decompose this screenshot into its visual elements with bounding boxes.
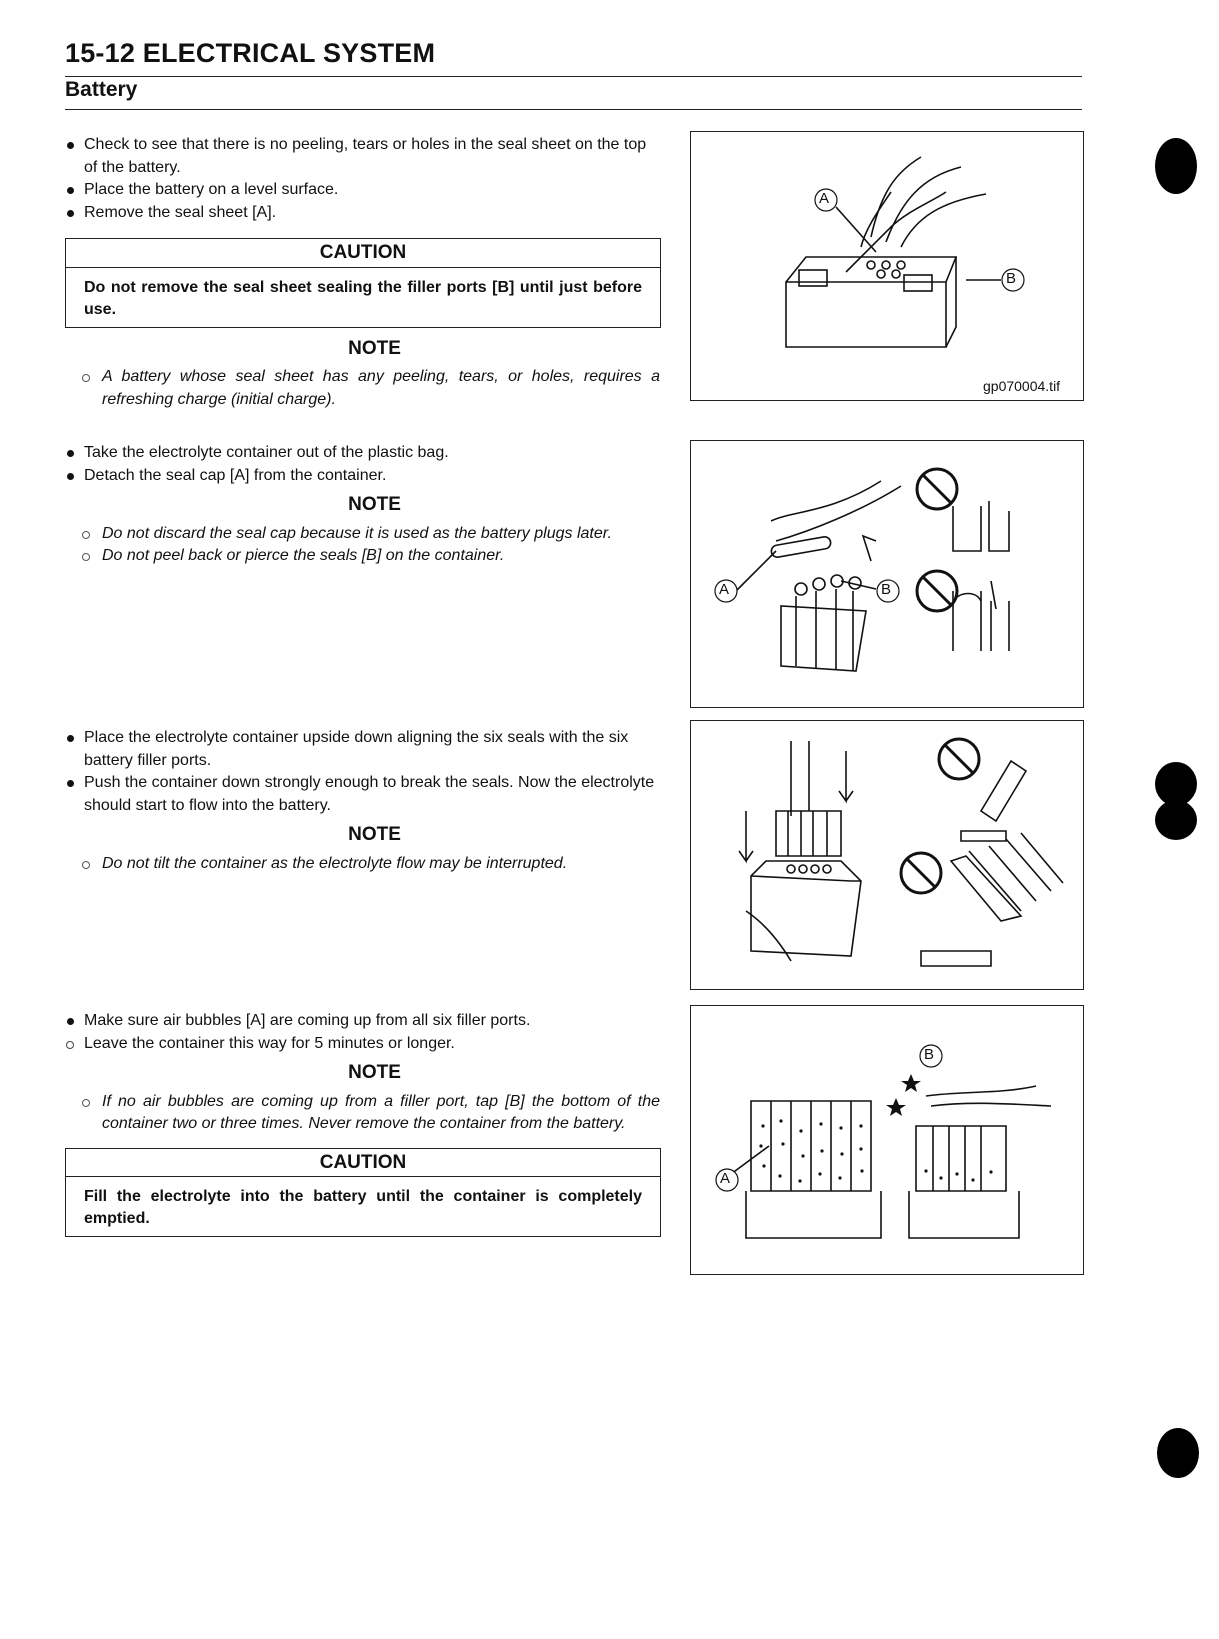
caution-title: CAUTION xyxy=(66,239,660,268)
caution-body: Do not remove the seal sheet sealing the filler ports [B] until just before use. xyxy=(84,278,642,318)
container-upside-down-illustration xyxy=(691,721,1083,989)
section-1 xyxy=(65,134,660,411)
note-title: NOTE xyxy=(348,824,401,845)
figure-seal-sheet xyxy=(690,131,1084,401)
caution-box xyxy=(65,1148,661,1238)
battery-seal-sheet-illustration xyxy=(691,132,1083,400)
air-bubbles-illustration xyxy=(691,1006,1083,1274)
callout-a-label: A xyxy=(719,581,730,598)
bullet-item: Take the electrolyte container out of the plastic bag. xyxy=(65,442,660,465)
page-title: 15-12 ELECTRICAL SYSTEM xyxy=(65,38,436,68)
caution-box xyxy=(65,238,661,328)
section-title: Battery xyxy=(65,78,138,101)
note-item: A battery whose seal sheet has any peeling, tears, or holes, requires a refreshing charge (initial charge). xyxy=(65,366,660,411)
binder-hole-mark xyxy=(1155,138,1197,194)
header-rule xyxy=(65,76,1082,77)
note-item: Do not peel back or pierce the seals [B] on the container. xyxy=(65,545,660,568)
bullet-item: Make sure air bubbles [A] are coming up from all six filler ports. xyxy=(65,1010,660,1033)
callout-b-label: B xyxy=(881,581,892,598)
section-3 xyxy=(65,727,660,875)
note-item: If no air bubbles are coming up from a filler port, tap [B] the bottom of the container two or three times. Never remove the container from the battery. xyxy=(65,1091,660,1136)
binder-hole-mark xyxy=(1155,800,1197,840)
bullet-item: Push the container down strongly enough to break the seals. Now the electrolyte should start to flow into the battery. xyxy=(65,772,660,817)
bullet-item: Detach the seal cap [A] from the container. xyxy=(65,465,660,488)
caution-body: Fill the electrolyte into the battery until the container is completely emptied. xyxy=(84,1188,642,1227)
callout-b-label: B xyxy=(1006,270,1017,287)
figure-seal-cap xyxy=(690,440,1084,708)
callout-a-label: A xyxy=(720,1170,731,1187)
section-4 xyxy=(65,1010,660,1237)
callout-a-label: A xyxy=(819,190,830,207)
note-title: NOTE xyxy=(348,494,401,515)
caution-title: CAUTION xyxy=(66,1149,660,1178)
sub-bullet-item: Leave the container this way for 5 minutes or longer. xyxy=(65,1033,660,1056)
bullet-item: Remove the seal sheet [A]. xyxy=(65,202,660,225)
section-2 xyxy=(65,442,660,568)
figure-container-inversion xyxy=(690,720,1084,990)
note-title: NOTE xyxy=(348,337,401,359)
note-item: Do not discard the seal cap because it is used as the battery plugs later. xyxy=(65,523,660,546)
figure-filename: gp070004.tif xyxy=(983,378,1061,394)
header-rule xyxy=(65,109,1082,110)
note-item: Do not tilt the container as the electrolyte flow may be interrupted. xyxy=(65,853,660,876)
bullet-item: Check to see that there is no peeling, tears or holes in the seal sheet on the top of the battery. xyxy=(65,134,660,179)
bullet-item: Place the electrolyte container upside down aligning the six seals with the six battery filler ports. xyxy=(65,727,660,772)
electrolyte-container-illustration xyxy=(691,441,1083,707)
callout-b-label: B xyxy=(924,1046,935,1063)
binder-hole-mark xyxy=(1157,1428,1199,1478)
figure-air-bubbles xyxy=(690,1005,1084,1275)
note-title: NOTE xyxy=(348,1062,401,1083)
bullet-item: Place the battery on a level surface. xyxy=(65,179,660,202)
